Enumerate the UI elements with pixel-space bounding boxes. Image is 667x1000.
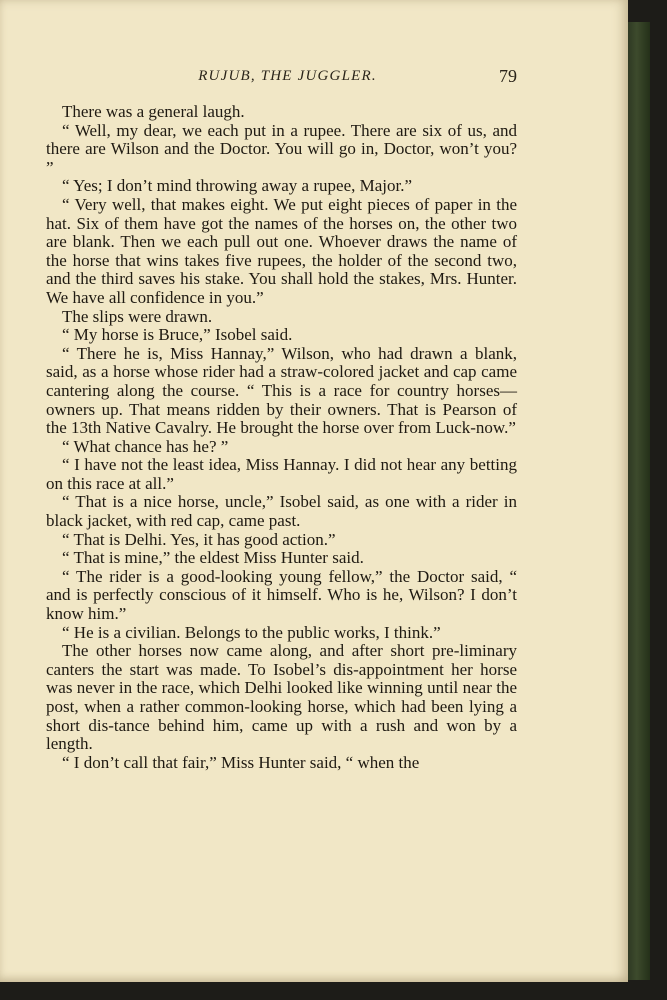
paragraph: “ I have not the least idea, Miss Hannay. I did not hear any betting on this race at all.” xyxy=(46,455,517,493)
paragraph: “ There he is, Miss Hannay,” Wilson, who had drawn a blank, said, as a horse whose rider had a straw-colored jacket and cap came cantering along the course. “ This is a race for country horses—owners up. That means ridden by their owners. That is Pearson of the 13th Native Cavalry. He brought the horse over from Luck-now.” xyxy=(46,343,517,438)
paragraph: “ That is Delhi. Yes, it has good action.” xyxy=(62,529,336,549)
paragraph: “ What chance has he? ” xyxy=(62,436,229,456)
book-spine-edge xyxy=(628,22,650,980)
paragraph: The slips were drawn. xyxy=(62,306,213,326)
page-number: 79 xyxy=(499,66,517,86)
running-head: RUJUB, THE JUGGLER. xyxy=(198,68,377,84)
paragraph: “ Well, my dear, we each put in a rupee. There are six of us, and there are Wilson and the Doctor. You will go in, Doctor, won’t you? ” xyxy=(46,120,517,177)
paragraph: “ That is a nice horse, uncle,” Isobel said, as one with a rider in black jacket, with red cap, came past. xyxy=(46,492,517,531)
paragraph: “ The rider is a good-looking young fellow,” the Doctor said, “ and is perfectly conscious of it himself. Who is he, Wilson? I don’t know him.” xyxy=(46,566,517,624)
paragraph: “ That is mine,” the eldest Miss Hunter said. xyxy=(62,548,364,568)
paragraph: “ He is a civilian. Belongs to the public works, I think.” xyxy=(62,622,441,642)
paragraph: There was a general laugh. xyxy=(62,102,245,121)
page-header xyxy=(0,66,628,90)
paragraph: The other horses now came along, and after short pre-liminary canters the start was made. To Isobel’s dis-appointment her horse was never in the race, which Delhi looked like winning until near the post, when a rather common-looking horse, which had been lying a short dis-tance behind him, came up with a rush and won by a length. xyxy=(46,641,517,754)
paragraph: “ I don’t call that fair,” Miss Hunter said, “ when the xyxy=(62,752,420,772)
paragraph: “ My horse is Bruce,” Isobel said. xyxy=(62,325,293,345)
paragraph: “ Yes; I don’t mind throwing away a rupee, Major.” xyxy=(62,176,413,196)
body-text xyxy=(46,103,517,772)
paragraph: “ Very well, that makes eight. We put eight pieces of paper in the hat. Six of them have got the names of the horses on, the other two are blank. Then we each pull out one. Whoever draws the name of the horse that wins takes five rupees, the holder of the second two, and the third saves his stake. You shall hold the stakes, Mrs. Hunter. We have all confidence in you.” xyxy=(46,194,517,307)
